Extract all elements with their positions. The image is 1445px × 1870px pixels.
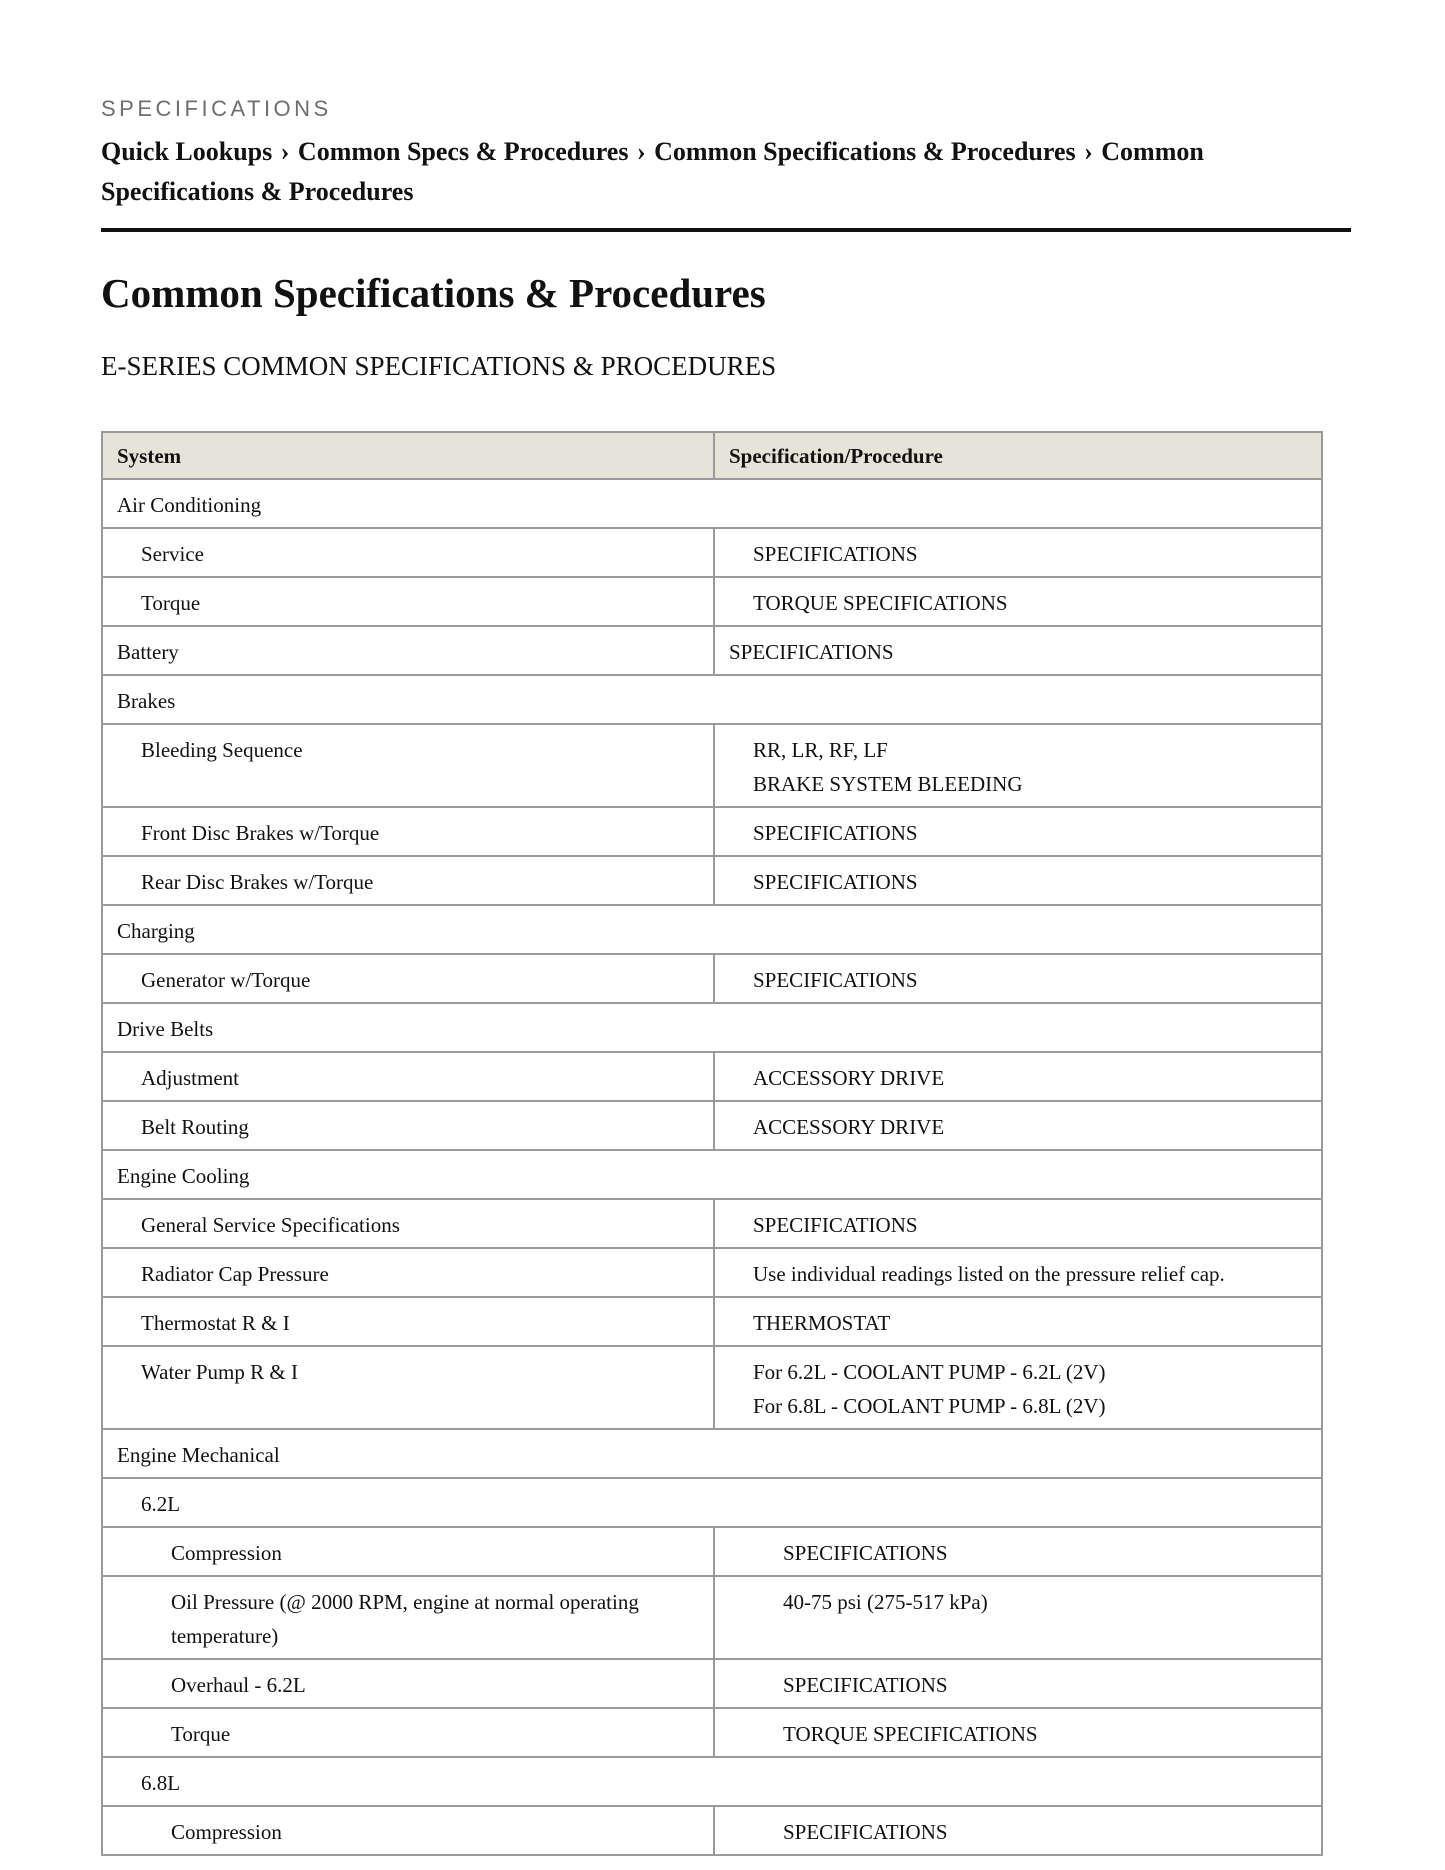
table-row bbox=[102, 1297, 1322, 1346]
system-cell: Service bbox=[102, 528, 714, 577]
table-row bbox=[102, 1429, 1322, 1478]
specification-link[interactable]: THERMOSTAT bbox=[753, 1311, 891, 1335]
specification-link[interactable]: SPECIFICATIONS bbox=[753, 1213, 918, 1237]
page-title: Common Specifications & Procedures bbox=[101, 270, 766, 316]
table-row bbox=[102, 675, 1322, 724]
table-row bbox=[102, 1576, 1322, 1659]
table-row bbox=[102, 1346, 1322, 1429]
table-row bbox=[102, 1806, 1322, 1855]
system-cell: 6.8L bbox=[102, 1757, 1322, 1806]
system-cell: General Service Specifications bbox=[102, 1199, 714, 1248]
table-row bbox=[102, 1757, 1322, 1806]
system-cell: Drive Belts bbox=[102, 1003, 1322, 1052]
system-cell: Overhaul - 6.2L bbox=[102, 1659, 714, 1708]
specification-cell bbox=[714, 954, 1322, 1003]
system-cell: Brakes bbox=[102, 675, 1322, 724]
specification-cell bbox=[714, 1199, 1322, 1248]
breadcrumb bbox=[101, 132, 1351, 212]
table-row bbox=[102, 807, 1322, 856]
table-row bbox=[102, 724, 1322, 807]
specification-link[interactable]: TORQUE SPECIFICATIONS bbox=[753, 591, 1008, 615]
specification-cell bbox=[714, 1576, 1322, 1659]
breadcrumb-separator: › bbox=[636, 137, 646, 166]
system-cell: Generator w/Torque bbox=[102, 954, 714, 1003]
table-header-row bbox=[102, 432, 1322, 479]
table-row bbox=[102, 1052, 1322, 1101]
system-cell: Engine Mechanical bbox=[102, 1429, 1322, 1478]
specification-link[interactable]: 40-75 psi (275-517 kPa) bbox=[783, 1590, 988, 1614]
system-cell: Compression bbox=[102, 1806, 714, 1855]
table-row bbox=[102, 1003, 1322, 1052]
specification-link[interactable]: BRAKE SYSTEM BLEEDING bbox=[753, 772, 1023, 796]
specification-cell bbox=[714, 1052, 1322, 1101]
table-row bbox=[102, 528, 1322, 577]
column-header-system: System bbox=[102, 432, 714, 479]
specification-cell bbox=[714, 528, 1322, 577]
specification-link[interactable]: SPECIFICATIONS bbox=[753, 542, 918, 566]
specification-cell bbox=[714, 1708, 1322, 1757]
specification-cell bbox=[714, 1527, 1322, 1576]
table-row bbox=[102, 1199, 1322, 1248]
table-row bbox=[102, 479, 1322, 528]
specification-cell bbox=[714, 1806, 1322, 1855]
table-row bbox=[102, 954, 1322, 1003]
system-cell: Bleeding Sequence bbox=[102, 724, 714, 807]
specification-cell bbox=[714, 1248, 1322, 1297]
specification-cell bbox=[714, 1101, 1322, 1150]
table-row bbox=[102, 1101, 1322, 1150]
system-cell: Torque bbox=[102, 577, 714, 626]
table-row bbox=[102, 905, 1322, 954]
specification-cell bbox=[714, 807, 1322, 856]
system-cell: Front Disc Brakes w/Torque bbox=[102, 807, 714, 856]
column-header-specification: Specification/Procedure bbox=[714, 432, 1322, 479]
section-label: SPECIFICATIONS bbox=[101, 96, 332, 121]
table-row bbox=[102, 626, 1322, 675]
breadcrumb-item-quick-lookups[interactable]: Quick Lookups bbox=[101, 137, 273, 166]
specification-link[interactable]: SPECIFICATIONS bbox=[753, 968, 918, 992]
system-cell: Belt Routing bbox=[102, 1101, 714, 1150]
system-cell: Water Pump R & I bbox=[102, 1346, 714, 1429]
system-cell: Engine Cooling bbox=[102, 1150, 1322, 1199]
specification-link[interactable]: For 6.8L - COOLANT PUMP - 6.8L (2V) bbox=[753, 1394, 1106, 1418]
breadcrumb-item-common-specifications[interactable]: Common Specifications & Procedures bbox=[654, 137, 1076, 166]
breadcrumb-item-current: Common Specifications & Procedures bbox=[101, 137, 1204, 206]
system-cell: Air Conditioning bbox=[102, 479, 1322, 528]
specifications-table bbox=[101, 431, 1323, 1856]
system-cell: Rear Disc Brakes w/Torque bbox=[102, 856, 714, 905]
specification-link[interactable]: SPECIFICATIONS bbox=[783, 1820, 948, 1844]
system-cell: 6.2L bbox=[102, 1478, 1322, 1527]
specification-link[interactable]: ACCESSORY DRIVE bbox=[753, 1115, 945, 1139]
specification-cell bbox=[714, 577, 1322, 626]
specification-link[interactable]: SPECIFICATIONS bbox=[729, 640, 894, 664]
specification-link[interactable]: TORQUE SPECIFICATIONS bbox=[783, 1722, 1038, 1746]
system-cell: Radiator Cap Pressure bbox=[102, 1248, 714, 1297]
table-row bbox=[102, 1659, 1322, 1708]
specification-link[interactable]: Use individual readings listed on the pressure relief cap. bbox=[753, 1262, 1225, 1286]
specification-link[interactable]: SPECIFICATIONS bbox=[753, 870, 918, 894]
breadcrumb-separator: › bbox=[1084, 137, 1093, 166]
specification-cell bbox=[714, 1659, 1322, 1708]
system-cell: Charging bbox=[102, 905, 1322, 954]
table-row bbox=[102, 1478, 1322, 1527]
table-row bbox=[102, 1150, 1322, 1199]
system-cell: Compression bbox=[102, 1527, 714, 1576]
header-divider bbox=[101, 228, 1351, 232]
table-row bbox=[102, 1708, 1322, 1757]
page-subtitle: E-SERIES COMMON SPECIFICATIONS & PROCEDURES bbox=[101, 351, 777, 381]
system-cell: Torque bbox=[102, 1708, 714, 1757]
specification-link[interactable]: For 6.2L - COOLANT PUMP - 6.2L (2V) bbox=[753, 1360, 1106, 1384]
system-cell: Battery bbox=[102, 626, 714, 675]
table-row bbox=[102, 856, 1322, 905]
specification-link[interactable]: SPECIFICATIONS bbox=[783, 1541, 948, 1565]
table-row bbox=[102, 1527, 1322, 1576]
specification-link[interactable]: ACCESSORY DRIVE bbox=[753, 1066, 945, 1090]
breadcrumb-separator: › bbox=[280, 137, 290, 166]
specification-link[interactable]: RR, LR, RF, LF bbox=[753, 738, 888, 762]
system-cell: Adjustment bbox=[102, 1052, 714, 1101]
breadcrumb-item-common-specs[interactable]: Common Specs & Procedures bbox=[297, 137, 629, 166]
table-row bbox=[102, 1248, 1322, 1297]
specification-cell bbox=[714, 626, 1322, 675]
system-cell: Thermostat R & I bbox=[102, 1297, 714, 1346]
table-body bbox=[102, 479, 1322, 1855]
table-row bbox=[102, 577, 1322, 626]
specification-link[interactable]: SPECIFICATIONS bbox=[753, 821, 918, 845]
specification-cell bbox=[714, 856, 1322, 905]
specification-link[interactable]: SPECIFICATIONS bbox=[783, 1673, 948, 1697]
system-cell: Oil Pressure (@ 2000 RPM, engine at normal operating temperature) bbox=[102, 1576, 714, 1659]
specification-cell bbox=[714, 1346, 1322, 1429]
specification-cell bbox=[714, 724, 1322, 807]
specification-cell bbox=[714, 1297, 1322, 1346]
